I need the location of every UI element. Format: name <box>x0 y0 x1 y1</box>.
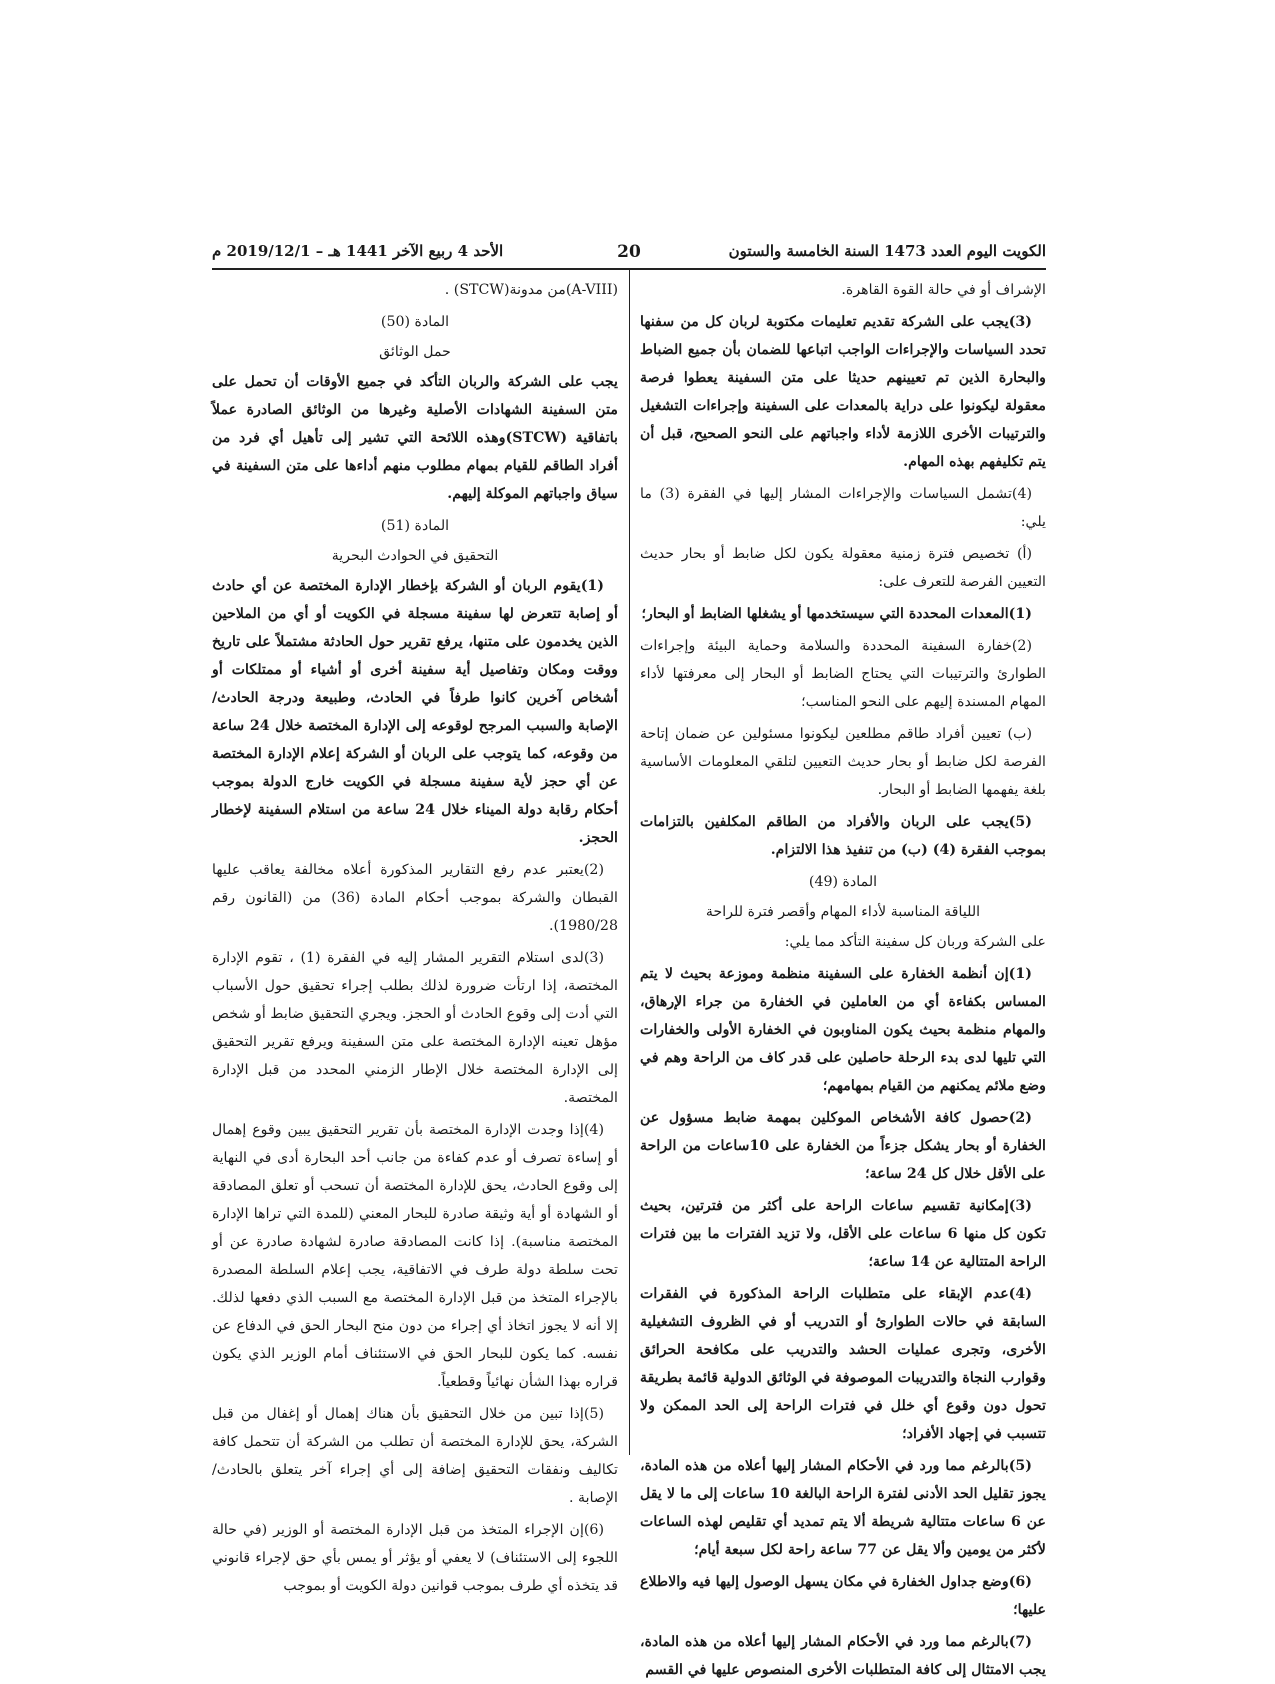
paragraph: (3)يجب على الشركة تقديم تعليمات مكتوبة لربان كل من سفنها تحدد السياسات والإجراءات الواجب اتباعها للضمان بأن جميع الضباط والبحارة الذين تم تعيينهم حديثا على متن السفينة يعطوا فرصة معقولة ليكونوا على دراية بالمعدات على السفينة وإجراءات التشغيل والترتيبات الأخرى اللازمة لأداء واجباتهم على النحو الصحيح، قبل أن يتم تكليفهم بهذه المهام. <box>640 314 1046 470</box>
paragraph: يجب على الشركة والربان التأكد في جميع الأوقات أن تحمل على متن السفينة الشهادات الأصلية وغيرها من الوثائق الصادرة عملاً باتفاقية (STCW)وهذه اللائحة التي تشير إلى تأهيل أي فرد من أفراد الطاقم للقيام بمهام مطلوب منهم أداءها على متن السفينة في سياق واجباتهم الموكلة إليهم. <box>212 374 618 502</box>
article-heading: المادة (50) <box>380 314 450 330</box>
left-column <box>212 276 618 1594</box>
article-heading: اللياقة المناسبة لأداء المهام وأقصر فترة للراحة <box>705 904 981 920</box>
paragraph: (A-VIII)من مدونة(STCW) . <box>444 282 618 298</box>
paragraph: (7)بالرغم مما ورد في الأحكام المشار إليها أعلاه من هذه المادة، يجب الامتثال إلى كافة المتطلبات الأخرى المنصوص عليها في القسم <box>640 1634 1046 1678</box>
paragraph: الإشراف أو في حالة القوة القاهرة. <box>841 282 1046 298</box>
paragraph: (1)المعدات المحددة التي سيستخدمها أو يشغلها الضابط أو البحار؛ <box>641 606 1032 622</box>
header-date: الأحد 4 ربيع الآخر 1441 هـ – 2019/12/1 م <box>212 242 504 260</box>
article-heading: المادة (49) <box>808 874 878 890</box>
paragraph: (6)وضع جداول الخفارة في مكان يسهل الوصول إليها فيه والاطلاع عليها؛ <box>640 1574 1046 1618</box>
paragraph: (1)إن أنظمة الخفارة على السفينة منظمة وموزعة بحيث لا يتم المساس بكفاءة أي من العاملين في الخفارة من جراء الإرهاق، والمهام منظمة بحيث يكون المناوبون في الخفارة الأولى والخفارات التي تليها لدى بدء الرحلة حاصلين على قدر كاف من الراحة وهم في وضع ملائم يمكنهم من القيام بمهامهم؛ <box>640 966 1046 1094</box>
page-number: 20 <box>617 242 641 262</box>
right-column <box>640 276 1046 1678</box>
paragraph: (4)عدم الإبقاء على متطلبات الراحة المذكورة في الفقرات السابقة في حالات الطوارئ أو التدريب أو في الظروف التشغيلية الأخرى، وتجرى عمليات الحشد والتدريب على مكافحة الحرائق وقوارب النجاة والتدريبات الموصوفة في الوثائق الدولية قائمة بطريقة تحول دون وقوع أي خلل في فترات الراحة إلى الحد الممكن ولا تتسبب في إجهاد الأفراد؛ <box>640 1286 1046 1442</box>
column-divider <box>629 270 630 1455</box>
paragraph: (2)حصول كافة الأشخاص الموكلين بمهمة ضابط مسؤول عن الخفارة أو بحار يشكل جزءاً من الخفارة على 10ساعات من الراحة على الأقل خلال كل 24 ساعة؛ <box>640 1110 1046 1182</box>
article-heading: المادة (51) <box>380 518 450 534</box>
paragraph: (3)إمكانية تقسيم ساعات الراحة على أكثر من فترتين، بحيث تكون كل منها 6 ساعات على الأقل، ولا تزيد الفترات ما بين فترات الراحة المتتالية عن 14 ساعة؛ <box>640 1198 1046 1270</box>
paragraph: (4)إذا وجدت الإدارة المختصة بأن تقرير التحقيق يبين وقوع إهمال أو إساءة تصرف أو عدم كفاءة من جانب أحد البحارة أدى في النهاية إلى وقوع الحادث، يحق للإدارة المختصة أن تسحب أو تعلق المصادقة أو الشهادة أو أية وثيقة صادرة للبحار المعني (للمدة التي تراها الإدارة المختصة مناسبة). إذا كانت المصادقة صادرة لشهادة صادرة عن أو تحت سلطة دولة طرف في الاتفاقية، يجب إعلام السلطة المصدرة بالإجراء المتخذ من قبل الإدارة المختصة مع السبب الذي دفعها لذلك. إلا أنه لا يجوز اتخاذ أي إجراء من دون منح البحار الحق في الدفاع عن نفسه. كما يكون للبحار الحق في الاستئناف أمام الوزير الذي يكون قراره بهذا الشأن نهائياً وقطعياً. <box>212 1122 618 1390</box>
paragraph: (5)إذا تبين من خلال التحقيق بأن هناك إهمال أو إغفال من قبل الشركة، يحق للإدارة المختصة أن تطلب من الشركة أن تتحمل كافة تكاليف ونفقات التحقيق إضافة إلى أي إجراء آخر يتعلق بالحادث/الإصابة . <box>212 1406 618 1506</box>
paragraph: (أ) تخصيص فترة زمنية معقولة يكون لكل ضابط أو بحار حديث التعيين الفرصة للتعرف على: <box>640 546 1046 590</box>
paragraph: (1)يقوم الربان أو الشركة بإخطار الإدارة المختصة عن أي حادث أو إصابة تتعرض لها سفينة مسجلة في الكويت أو أي من الملاحين الذين يخدمون على متنها، يرفع تقرير حول الحادثة مشتملاً على تاريخ ووقت ومكان وتفاصيل أية سفينة أخرى أو أشياء أو ممتلكات أو أشخاص آخرين كانوا طرفاً في الحادث، وطبيعة ودرجة الحادث/الإصابة والسبب المرجح لوقوعه إلى الإدارة المختصة خلال 24 ساعة من وقوعه، كما يتوجب على الربان أو الشركة إعلام الإدارة المختصة عن أي حجز لأية سفينة مسجلة في الكويت خارج الدولة بموجب أحكام رقابة دولة الميناء خلال 24 ساعة من استلام السفينة لإخطار الحجز. <box>212 578 618 846</box>
article-heading: التحقيق في الحوادث البحرية <box>331 548 499 564</box>
paragraph: على الشركة وربان كل سفينة التأكد مما يلي: <box>784 934 1046 950</box>
page-header <box>212 242 1046 264</box>
paragraph: (3)لدى استلام التقرير المشار إليه في الفقرة (1) ، تقوم الإدارة المختصة، إذا ارتأت ضرورة لذلك بطلب إجراء تحقيق حول الأسباب التي أدت إلى وقوع الحادث أو الحجز. ويجري التحقيق ضابط أو شخص مؤهل تعينه الإدارة المختصة على متن السفينة ويرفع تقرير التحقيق إلى الإدارة المختصة خلال الإطار الزمني المحدد من قبل الإدارة المختصة. <box>212 950 618 1106</box>
paragraph: (ب) تعيين أفراد طاقم مطلعين ليكونوا مسئولين عن ضمان إتاحة الفرصة لكل ضابط أو بحار حديث التعيين لتلقي المعلومات الأساسية بلغة يفهمها الضابط أو البحار. <box>640 726 1046 798</box>
paragraph: (5)بالرغم مما ورد في الأحكام المشار إليها أعلاه من هذه المادة، يجوز تقليل الحد الأدنى لفترة الراحة البالغة 10 ساعات إلى ما لا يقل عن 6 ساعات متتالية شريطة ألا يتم تمديد أي تقليص لهذه الساعات لأكثر من يومين وألا يقل عن 77 ساعة راحة لكل سبعة أيام؛ <box>640 1458 1046 1558</box>
paragraph: (5)يجب على الربان والأفراد من الطاقم المكلفين بالتزامات بموجب الفقرة (4) (ب) من تنفيذ هذا الالتزام. <box>640 814 1046 858</box>
article-heading: حمل الوثائق <box>379 344 451 360</box>
paragraph: (4)تشمل السياسات والإجراءات المشار إليها في الفقرة (3) ما يلي: <box>640 486 1046 530</box>
paragraph: (2)خفارة السفينة المحددة والسلامة وحماية البيئة وإجراءات الطوارئ والترتيبات التي يحتاج الضابط أو البحار إلى معرفتها لأداء المهام المسندة إليهم على النحو المناسب؛ <box>640 638 1046 710</box>
paragraph: (2)يعتبر عدم رفع التقارير المذكورة أعلاه مخالفة يعاقب عليها القبطان والشركة بموجب أحكام المادة (36) من (القانون رقم 1980/28). <box>212 862 618 934</box>
header-publication: الكويت اليوم العدد 1473 السنة الخامسة والستون <box>728 242 1046 260</box>
paragraph: (6)إن الإجراء المتخذ من قبل الإدارة المختصة أو الوزير (في حالة اللجوء إلى الاستئناف) لا يعفي أو يؤثر أو يمس بأي حق لإجراء قانوني قد يتخذه أي طرف بموجب قوانين دولة الكويت أو بموجب <box>212 1522 618 1594</box>
